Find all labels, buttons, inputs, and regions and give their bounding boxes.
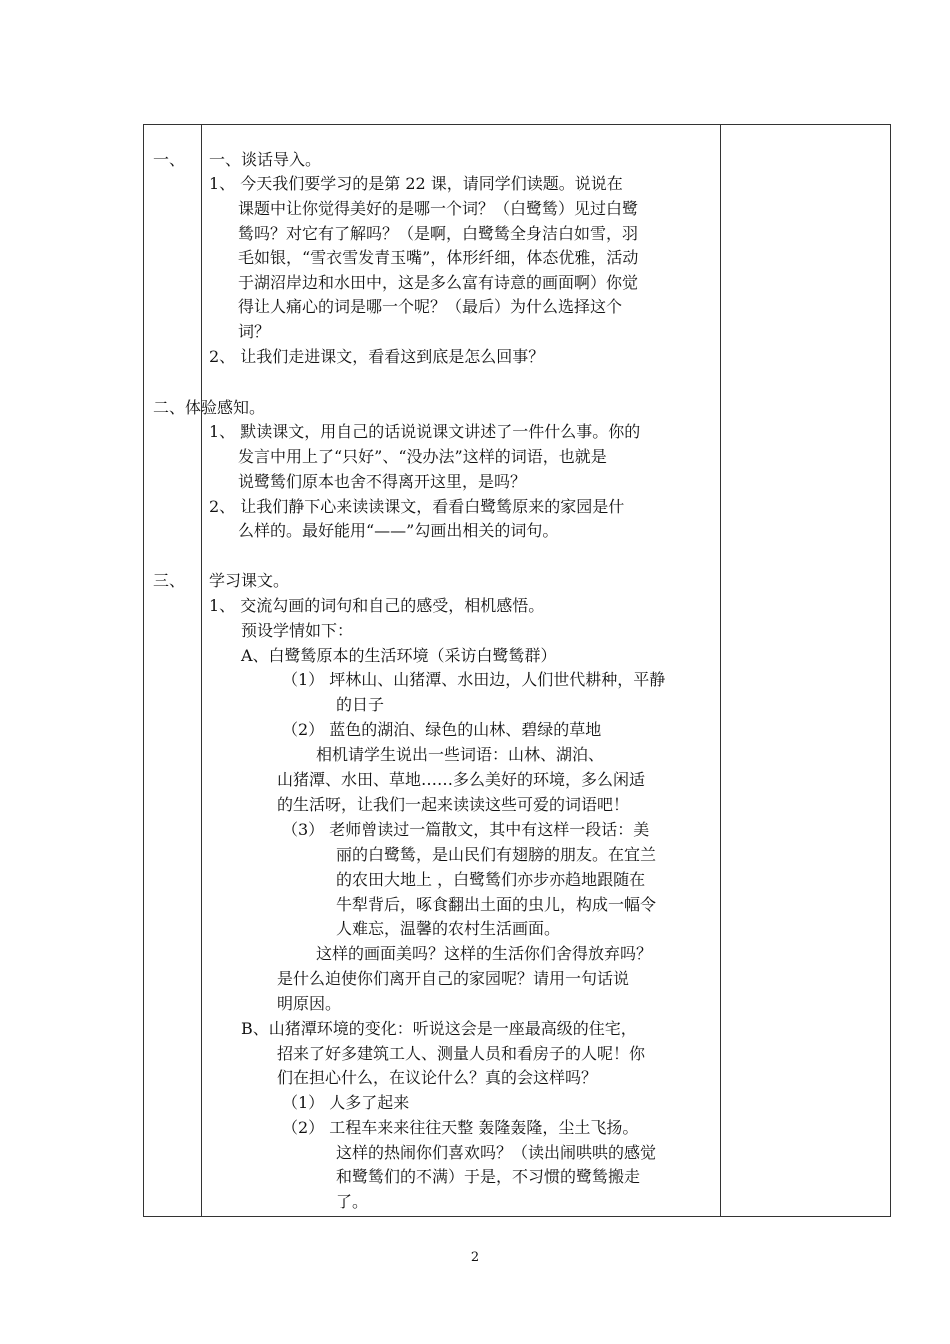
text-line: 1、 交流勾画的词句和自己的感受，相机感悟。 xyxy=(209,596,545,615)
text-line: 相机请学生说出一些词语：山林、湖泊、 xyxy=(316,745,605,764)
text-line: 的日子 xyxy=(336,695,385,714)
text-line: 和鹭鸶们的不满）于是，不习惯的鹭鸶搬走 xyxy=(336,1167,641,1186)
page-number: 2 xyxy=(470,1250,480,1265)
text-line: 明原因。 xyxy=(277,994,342,1013)
text-line: 山猪潭、水田、草地……多么美好的环境，多么闲适 xyxy=(277,770,646,789)
section-number: 一、 xyxy=(153,150,186,169)
text-line: 这样的画面美吗？这样的生活你们舍得放弃吗？ xyxy=(316,944,653,963)
text-line: 么样的。最好能用“——”勾画出相关的词句。 xyxy=(238,521,559,540)
text-line: 牛犁背后，啄食翻出土面的虫儿，构成一幅令 xyxy=(336,895,657,914)
text-line: （1） 坪林山、山猪潭、水田边，人们世代耕种，平静 xyxy=(282,670,666,689)
section-heading: 一、谈话导入。 xyxy=(209,150,322,169)
text-line: 说鹭鸶们原本也舍不得离开这里，是吗？ xyxy=(238,472,527,491)
text-line: 课题中让你觉得美好的是哪一个词？（白鹭鸶）见过白鹭 xyxy=(238,199,639,218)
text-line: 发言中用上了“只好”、“没办法”这样的词语，也就是 xyxy=(238,447,607,466)
section-number: 三、 xyxy=(153,571,186,590)
text-line: 词？ xyxy=(238,322,271,341)
text-line: 人难忘，温馨的农村生活画面。 xyxy=(336,919,561,938)
text-line: 了。 xyxy=(336,1192,369,1211)
text-line: 于湖沼岸边和水田中，这是多么富有诗意的画面啊）你觉 xyxy=(238,273,639,292)
text-line: B、山猪潭环境的变化：听说这会是一座最高级的住宅， xyxy=(241,1019,637,1038)
text-line: （2） 工程车来来往往天整 轰隆轰隆，尘土飞扬。 xyxy=(282,1118,639,1137)
section-heading: 二、体验感知。 xyxy=(153,398,266,417)
text-line: 这样的热闹你们喜欢吗？（读出闹哄哄的感觉 xyxy=(336,1143,657,1162)
text-line: 是什么迫使你们离开自己的家园呢？请用一句话说 xyxy=(277,969,630,988)
text-line: 2、 让我们静下心来读读课文，看看白鹭鸶原来的家园是什 xyxy=(209,497,625,516)
text-line: 1、 今天我们要学习的是第 22 课，请同学们读题。说说在 xyxy=(209,174,623,193)
text-line: A、白鹭鸶原本的生活环境（采访白鹭鸶群） xyxy=(241,646,557,665)
section-heading: 学习课文。 xyxy=(209,571,290,590)
column-divider-right xyxy=(720,125,721,1216)
column-divider-left xyxy=(201,125,202,1216)
text-line: （1） 人多了起来 xyxy=(282,1093,410,1112)
text-line: （3） 老师曾读过一篇散文，其中有这样一段话：美 xyxy=(282,820,650,839)
text-line: （2） 蓝色的湖泊、绿色的山林、碧绿的草地 xyxy=(282,720,602,739)
text-line: 招来了好多建筑工人、测量人员和看房子的人呢！你 xyxy=(277,1044,646,1063)
text-line: 丽的白鹭鸶，是山民们有翅膀的朋友。在宜兰 xyxy=(336,845,657,864)
text-line: 的生活呀，让我们一起来读读这些可爱的词语吧！ xyxy=(277,795,630,814)
text-line: 的农田大地上 ，白鹭鸶们亦步亦趋地跟随在 xyxy=(336,870,646,889)
text-line: 鸶吗？对它有了解吗？（是啊，白鹭鸶全身洁白如雪，羽 xyxy=(238,224,639,243)
text-line: 得让人痛心的词是哪一个呢？（最后）为什么选择这个 xyxy=(238,297,623,316)
text-line: 1、 默读课文，用自己的话说说课文讲述了一件什么事。你的 xyxy=(209,422,641,441)
text-line: 2、 让我们走进课文，看看这到底是怎么回事？ xyxy=(209,347,545,366)
text-line: 预设学情如下： xyxy=(241,621,354,640)
text-line: 们在担心什么，在议论什么？真的会这样吗？ xyxy=(277,1068,598,1087)
text-line: 毛如银，“雪衣雪发青玉嘴”，体形纤细，体态优雅，活动 xyxy=(238,248,639,267)
